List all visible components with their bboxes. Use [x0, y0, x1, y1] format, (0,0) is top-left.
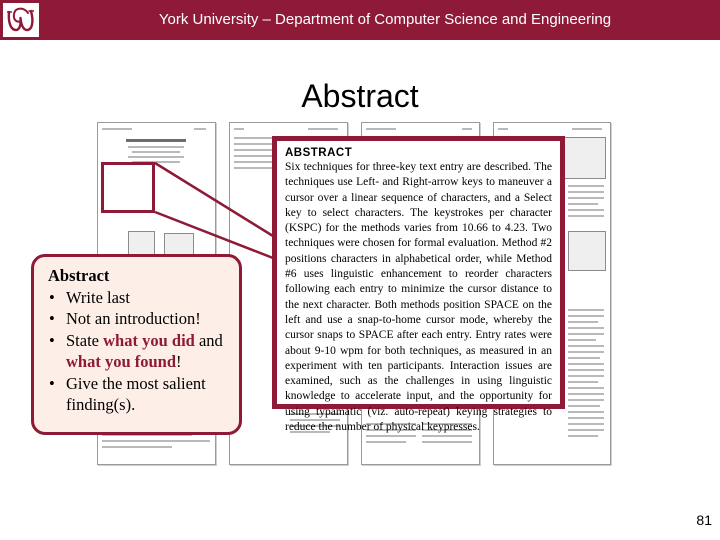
highlight-what-you-found: what you found	[66, 352, 177, 371]
highlight-what-you-did: what you did	[103, 330, 195, 350]
header-title: York University – Department of Computer Science and Engineering	[158, 11, 612, 28]
callout-bullet-item: • Give the most salient finding(s).	[48, 373, 233, 416]
callout-bullet-list	[48, 287, 233, 416]
zoom-heading: ABSTRACT	[285, 147, 353, 159]
abstract-callout	[31, 254, 242, 435]
callout-bullet-item: • Not an introduction!	[48, 308, 233, 330]
callout-heading: Abstract	[48, 266, 110, 285]
abstract-highlight-frame	[101, 162, 155, 213]
zoom-abstract-text: Six techniques for three-key text entry are described. The techniques use Left- and Right-arrow keys to maneuver a cursor over a linear sequence of characters, and a Select key to select characters. The keystrokes per character (KSPC) for the methods varies from 10.66 to 4.23. Two techniques were chosen for formal evaluation. Method #2 positions characters in alphabetical order, while Method #6 uses linguistic enhancement to reorder characters following each entry to minimize the cursor distance to the next character. Both methods position SPACE on the left and use a snap-to-home cursor mode, whereby the cursor snaps to SPACE after each entry. Entry rates were about 9-10 wpm for both techniques, as measured in an experiment with ten participants. Interaction issues are examined, such as the challenges in using linguistic knowledge to accelerate input, and the opportunity for using typamatic (viz. auto-repeat) keying strategies to reduce the number of physical keypresses.	[285, 161, 552, 434]
callout-bullet-item: • Write last	[48, 287, 233, 309]
abstract-zoom-box	[272, 136, 565, 434]
slide-title: Abstract	[301, 78, 419, 114]
callout-bullet-item: • State what you did and what you found!	[48, 330, 233, 373]
slide-page-number: 81	[696, 512, 712, 528]
